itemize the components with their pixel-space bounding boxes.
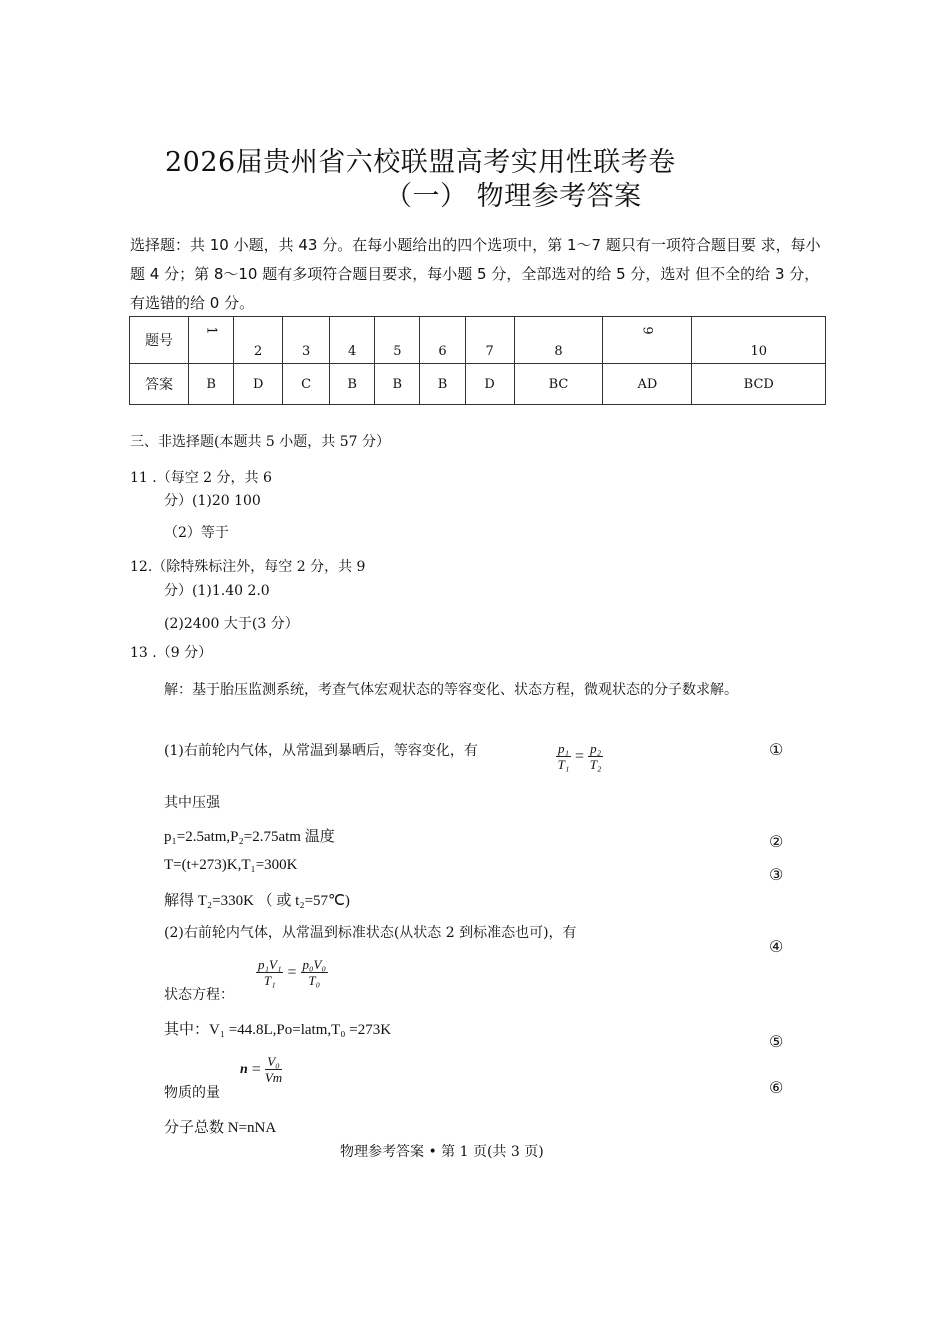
row-label-number: 题号 [130,317,189,364]
q12-part2: (2)2400 大于(3 分） [164,616,299,632]
eq2-den1: T₁ [263,973,276,988]
qnum-2: 2 [234,317,283,364]
equation-1 [556,738,603,772]
question-number-row [130,317,826,364]
temperature-values: T=(t+273)K,T₁=300K [164,857,298,873]
qnum-3: 3 [283,317,330,364]
given-values: 其中：V₁ =44.8L,Po=latm,T₀ =273K [164,1022,392,1038]
eq1-equals: = [575,747,585,765]
multiple-choice-instructions: 选择题：共 10 小题，共 43 分。在每小题给出的四个选项中，第 1～7 题只有一项符合题目要 求，每小题 4 分；第 8～10 题有多项符合题目要求，每小题 5 分，全部选对的给 5 分，选对 但不全的给 3 分，有选错的给 0 分。 [130,236,821,312]
eq2-num1: p₁V₁ [258,957,282,972]
title-line-2: （一） 物理参考答案 [385,181,642,212]
amount-label: 物质的量 [164,1085,220,1101]
qnum-4: 4 [330,317,375,364]
marker-6: ⑥ [769,1078,784,1097]
q13-part2-text: (2)右前轮内气体，从常温到标准状态(从状态 2 到标准态也可)，有 [164,925,577,941]
q11-heading: 11 .（每空 2 分，共 6 [130,470,272,486]
qnum-10: 10 [692,317,826,364]
qnum-1 [189,317,234,364]
title-line-1: 2026届贵州省六校联盟高考实用性联考卷 [165,147,676,178]
qnum-6: 6 [420,317,465,364]
pressure-values: p₁=2.5atm,P₂=2.75atm 温度 [164,829,335,845]
q12-part1: 分）(1)1.40 2.0 [164,583,270,599]
eq1-den1: T₁ [557,757,570,772]
answer-3: C [283,364,330,405]
marker-5: ⑤ [769,1032,784,1051]
marker-4: ④ [769,937,784,956]
qnum-9-text: 9 [639,326,655,335]
qnum-7: 7 [465,317,514,364]
eq2-equals: = [287,963,297,981]
total-molecules: 分子总数 N=nNA [164,1120,277,1136]
qnum-1-text: 1 [203,326,219,335]
eq3-num: V₀ [267,1054,280,1069]
eq2-num2: p₀V₀ [302,957,326,972]
eq1-num2: p₂ [590,741,602,756]
answer-row [130,364,826,405]
qnum-9 [603,317,692,364]
marker-3: ③ [769,865,784,884]
eq1-num1: p₁ [558,741,570,756]
answer-5: B [375,364,420,405]
q13-intro: 解：基于胎压监测系统，考查气体宏观状态的等容变化、状态方程，微观状态的分子数求解。 [164,682,738,698]
answer-6: B [420,364,465,405]
answer-table [129,316,826,405]
equation-2 [256,954,328,988]
pressure-label: 其中压强 [164,795,220,811]
q11-part1: 分）(1)20 100 [164,493,261,509]
answer-7: D [465,364,514,405]
equation-3 [240,1054,282,1085]
eq3-lhs: n [240,1061,248,1077]
eq3-equals: = [251,1060,261,1078]
answer-8: BC [514,364,603,405]
marker-2: ② [769,832,784,851]
qnum-5: 5 [375,317,420,364]
result-temperature: 解得 T₂=330K （ 或 t₂=57℃) [164,893,350,909]
answer-2: D [234,364,283,405]
row-label-answer: 答案 [130,364,189,405]
q13-heading: 13 .（9 分） [130,645,213,661]
q11-part2: （2）等于 [164,525,229,541]
state-equation-label: 状态方程： [164,987,234,1003]
page-footer: 物理参考答案 • 第 1 页(共 3 页) [340,1144,544,1160]
q12-heading: 12.（除特殊标注外，每空 2 分，共 9 [130,559,366,575]
section-3-heading: 三、非选择题(本题共 5 小题，共 57 分） [130,434,390,450]
qnum-8: 8 [514,317,603,364]
answer-9: AD [603,364,692,405]
marker-1: ① [769,740,784,759]
eq1-den2: T₂ [589,757,602,772]
eq3-den: Vm [264,1070,283,1085]
eq2-den2: T₀ [308,973,321,988]
answer-4: B [330,364,375,405]
answer-1: B [189,364,234,405]
answer-10: BCD [692,364,826,405]
q13-part1-text: (1)右前轮内气体，从常温到暴晒后，等容变化，有 [164,743,478,759]
